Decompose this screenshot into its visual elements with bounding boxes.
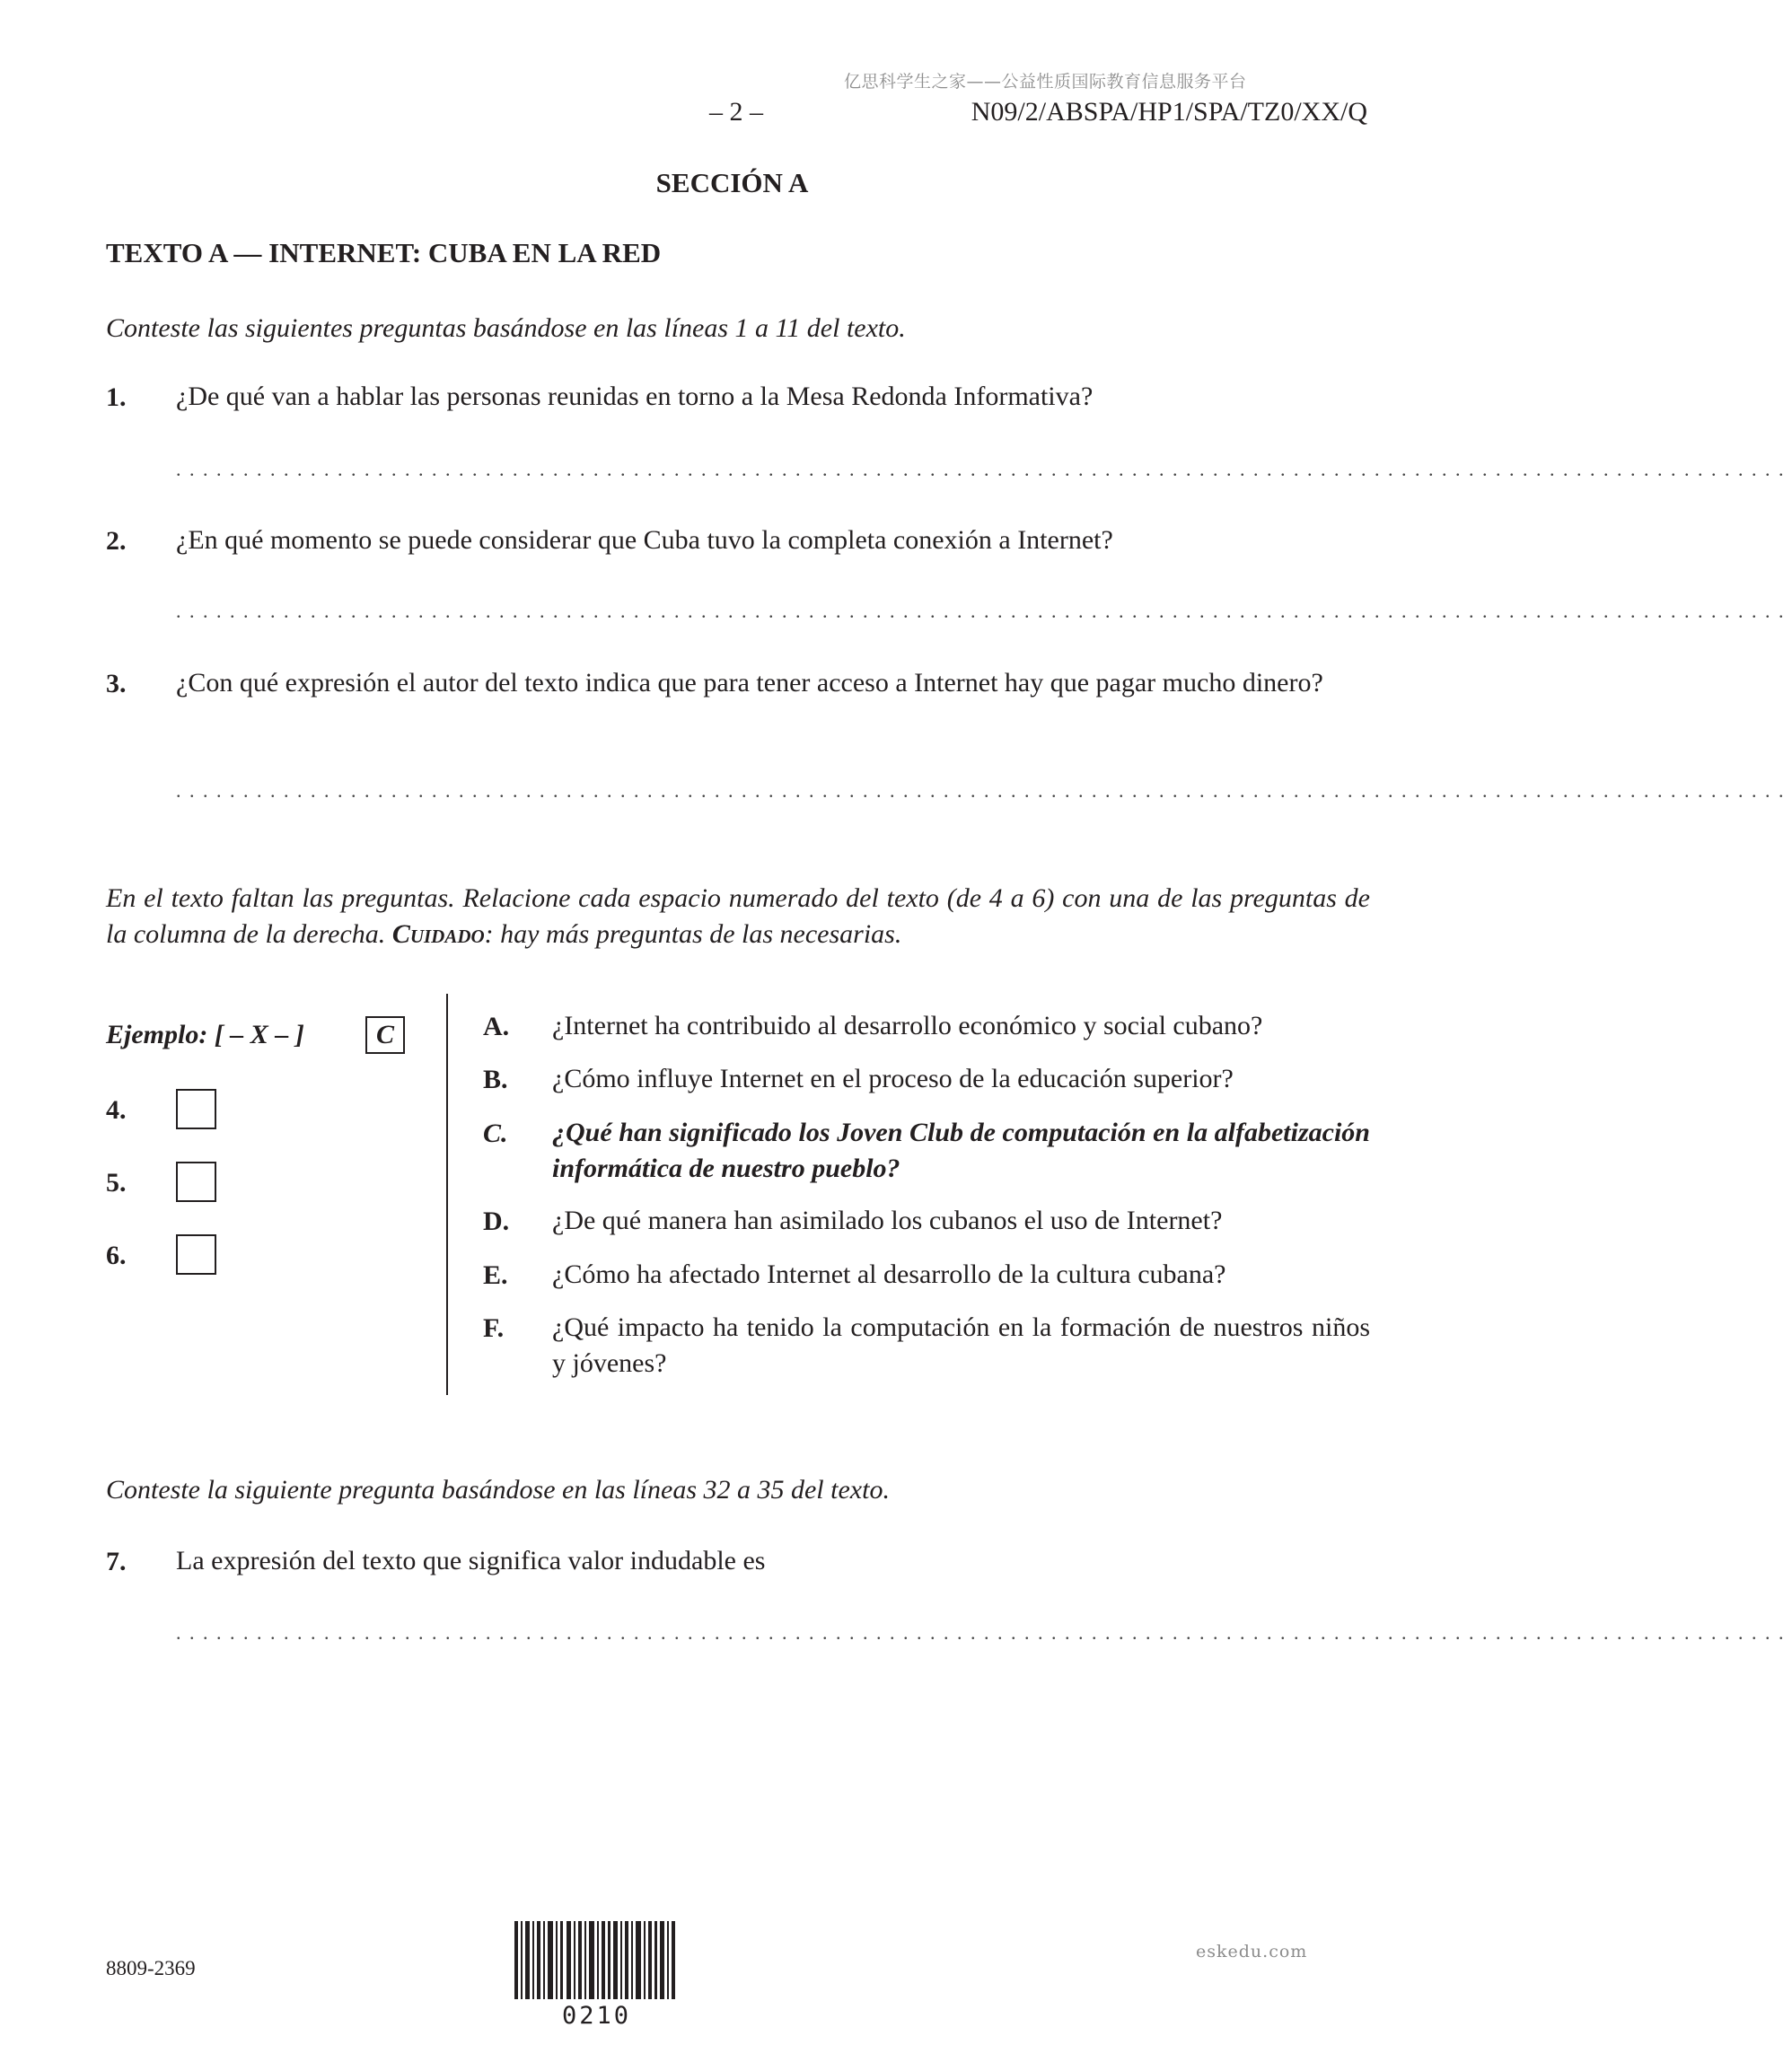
- text-title: TEXTO A — INTERNET: CUBA EN LA RED: [106, 237, 662, 268]
- barcode: [514, 1921, 679, 1999]
- caution-word: Cuidado: [391, 919, 485, 949]
- question-number-2: 2.: [106, 526, 127, 556]
- instruction-lines-32-35: Conteste la siguiente pregunta basándose en las líneas 32 a 35 del texto.: [106, 1475, 890, 1505]
- option-text-c: ¿Qué han significado los Joven Club de computación en la alfabetización informática de nuestro pueblo?: [552, 1118, 1370, 1183]
- answer-box-6[interactable]: [176, 1234, 216, 1275]
- option-letter-e: E.: [483, 1260, 508, 1290]
- instruction-matching-part2: : hay más preguntas de las necesarias.: [484, 919, 902, 949]
- answer-line-2[interactable]: ........................................................................................................................: [176, 600, 1792, 622]
- question-text-1: ¿De qué van a hablar las personas reunidas en torno a la Mesa Redonda Informativa?: [176, 382, 1094, 411]
- option-text-b: ¿Cómo influye Internet en el proceso de la educación superior?: [552, 1064, 1234, 1093]
- question-text-3: ¿Con qué expresión el autor del texto indica que para tener acceso a Internet hay que pagar mucho dinero?: [176, 668, 1323, 698]
- site-watermark: eskedu.com: [1196, 1942, 1308, 1961]
- option-letter-a: A.: [483, 1012, 510, 1041]
- option-letter-d: D.: [483, 1207, 510, 1236]
- question-number-7: 7.: [106, 1547, 127, 1576]
- answer-box-4[interactable]: [176, 1089, 216, 1129]
- example-answer-box: C: [365, 1016, 405, 1054]
- option-text-d: ¿De qué manera han asimilado los cubanos el uso de Internet?: [552, 1206, 1223, 1235]
- option-letter-c: C.: [483, 1119, 508, 1148]
- section-title: SECCIÓN A: [655, 167, 809, 198]
- answer-item-number-6: 6.: [106, 1241, 127, 1270]
- exam-code: N09/2/ABSPA/HP1/SPA/TZ0/XX/Q: [971, 97, 1367, 127]
- instruction-lines-1-11: Conteste las siguientes preguntas basándose en las líneas 1 a 11 del texto.: [106, 313, 906, 343]
- barcode-number: 0210: [561, 2002, 632, 2030]
- answer-line-3[interactable]: ........................................................................................................................: [176, 779, 1792, 802]
- page-number: – 2 –: [709, 97, 763, 127]
- question-text-7: La expresión del texto que significa valor indudable es: [176, 1546, 766, 1575]
- option-letter-f: F.: [483, 1313, 505, 1343]
- instruction-matching-part1: En el texto faltan las preguntas. Relacione cada espacio numerado del texto (de 4 a 6) con una de las preguntas de la columna de la derecha.: [106, 883, 1370, 949]
- option-text-f: ¿Qué impacto ha tenido la computación en la formación de nuestros niños y jóvenes?: [552, 1312, 1370, 1378]
- question-text-2: ¿En qué momento se puede considerar que Cuba tuvo la completa conexión a Internet?: [176, 525, 1113, 555]
- answer-box-5[interactable]: [176, 1162, 216, 1202]
- answer-line-1[interactable]: ........................................................................................................................: [176, 458, 1792, 480]
- answer-item-number-5: 5.: [106, 1168, 127, 1198]
- question-number-3: 3.: [106, 669, 127, 698]
- option-text-a: ¿Internet ha contribuido al desarrollo económico y social cubano?: [552, 1011, 1263, 1040]
- watermark-text: 亿思科学生之家——公益性质国际教育信息服务平台: [844, 72, 1247, 92]
- instruction-matching: [106, 881, 1370, 952]
- question-number-1: 1.: [106, 382, 127, 412]
- example-label: Ejemplo: [ – X – ]: [106, 1020, 304, 1049]
- footer-code: 8809-2369: [106, 1957, 196, 1979]
- answer-line-7[interactable]: ........................................................................................................................: [176, 1621, 1792, 1644]
- answer-item-number-4: 4.: [106, 1095, 127, 1125]
- column-divider: [446, 994, 448, 1395]
- option-letter-b: B.: [483, 1065, 508, 1094]
- option-text-e: ¿Cómo ha afectado Internet al desarrollo de la cultura cubana?: [552, 1259, 1226, 1289]
